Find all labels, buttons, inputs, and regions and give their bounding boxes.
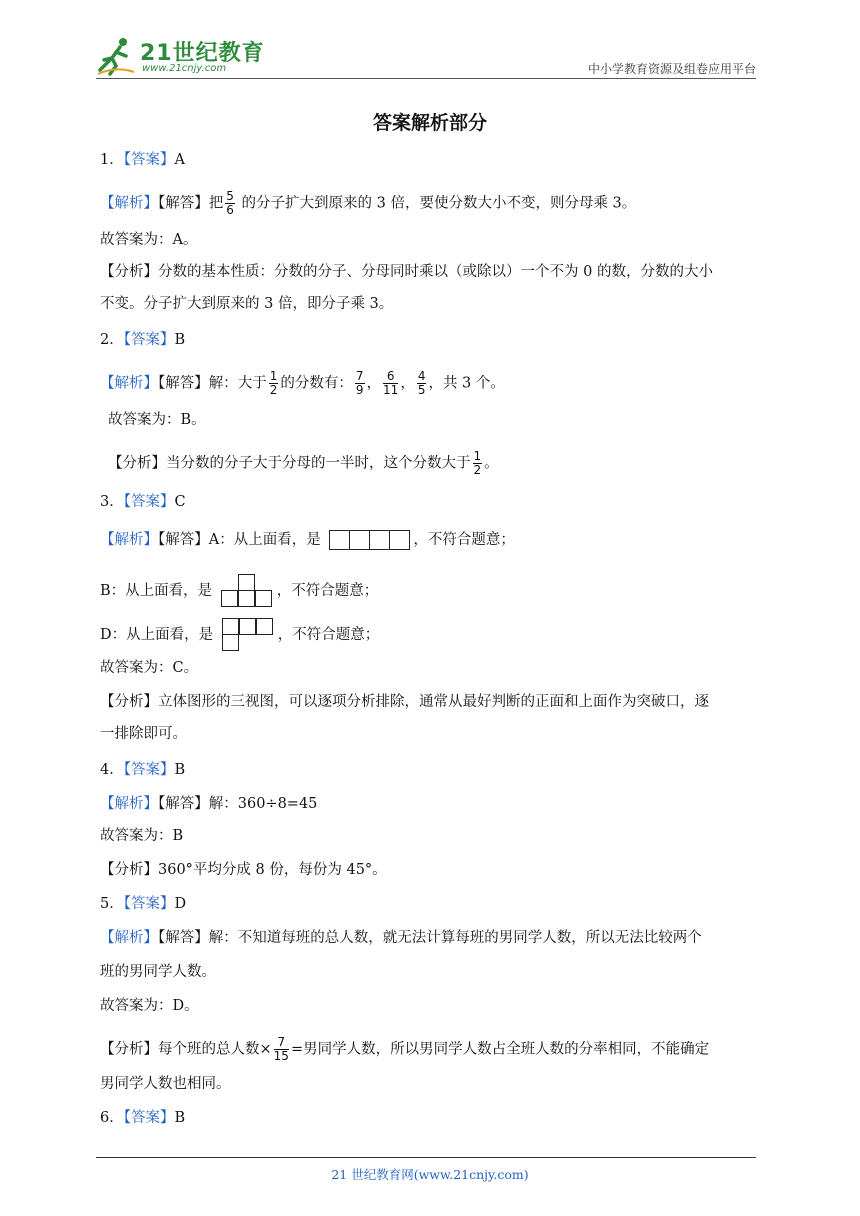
text: 【分析】每个班的总人数×	[100, 1041, 272, 1058]
separator: ，	[400, 375, 415, 392]
cell	[329, 530, 350, 550]
text: 解：大于	[208, 375, 267, 392]
runner-icon	[96, 36, 136, 76]
q3-conclusion: 故答案为：C。	[100, 660, 199, 676]
q3-answer: C	[174, 494, 186, 510]
q1-analysis-1: 【分析】分数的基本性质：分数的分子、分母同时乘以（或除以）一个不为 0 的数，分数的大小	[100, 264, 713, 280]
text: 把	[208, 195, 224, 212]
cell	[256, 618, 273, 635]
q4-number: 4．	[100, 762, 124, 778]
cell	[222, 634, 239, 651]
jiexi-tag: 【解析】	[100, 796, 158, 812]
q2-analysis	[108, 450, 499, 477]
q2-number: 2．	[100, 332, 124, 348]
cell	[349, 530, 370, 550]
numerator: 5	[226, 189, 234, 203]
denominator: 2	[269, 383, 278, 397]
text: 的分子扩大到原来的 3 倍，要使分数大小不变，则分母乘 3。	[241, 195, 637, 212]
text: ，不符合题意；	[276, 583, 379, 599]
q5-number: 5．	[100, 896, 124, 912]
fraction	[383, 370, 398, 397]
q4-answer-line	[100, 760, 185, 780]
q6-answer: B	[174, 1110, 186, 1126]
jieda-tag: 【解答】	[158, 195, 209, 212]
cell	[239, 618, 256, 635]
q2-conclusion: 故答案为：B。	[108, 412, 206, 428]
text: A：从上面看，是	[208, 532, 321, 548]
fraction	[417, 370, 427, 397]
header-divider	[96, 78, 756, 79]
q2-answer: B	[174, 332, 186, 348]
denominator: 9	[355, 383, 364, 397]
jiexi-tag: 【解析】	[100, 532, 158, 548]
text: 。	[484, 455, 499, 472]
q3-option-b	[100, 574, 378, 608]
q5-analysis	[100, 1036, 709, 1063]
q6-answer-line	[100, 1108, 185, 1128]
q3-option-d	[100, 618, 379, 652]
q3-option-a	[100, 530, 515, 550]
answer-tag: 【答案】	[123, 896, 175, 912]
q5-solution-line	[100, 928, 702, 948]
cell	[238, 574, 255, 591]
jiexi-tag: 【解析】	[100, 195, 158, 212]
text: ，不符合题意；	[277, 627, 380, 643]
q4-solution-line	[100, 794, 317, 814]
text: 的分数有：	[280, 375, 353, 392]
denominator: 6	[226, 203, 234, 217]
q1-answer: A	[174, 152, 185, 168]
jiexi-tag: 【解析】	[100, 930, 158, 946]
numerator: 7	[274, 1036, 289, 1050]
q4-conclusion: 故答案为：B	[100, 828, 184, 844]
q1-conclusion: 故答案为：A。	[100, 232, 198, 248]
jieda-tag: 【解答】	[158, 532, 209, 548]
fraction	[225, 190, 235, 217]
q5-solution-line-2: 班的男同学人数。	[100, 964, 216, 980]
denominator: 11	[383, 383, 399, 397]
footer-text: 21 世纪教育网(www.21cnjy.com)	[331, 1167, 529, 1182]
cell	[238, 590, 255, 607]
fraction	[269, 370, 279, 397]
footer-divider	[96, 1157, 756, 1158]
view-figure-b	[221, 574, 273, 608]
cell	[255, 590, 272, 607]
jiexi-tag: 【解析】	[100, 375, 158, 392]
q1-answer-line	[100, 150, 185, 170]
cell	[389, 530, 410, 550]
text: =男同学人数，所以男同学人数占全班人数的分率相同，不能确定	[290, 1041, 710, 1058]
jieda-tag: 【解答】	[158, 796, 209, 812]
denominator: 5	[417, 383, 426, 397]
q5-analysis-2: 男同学人数也相同。	[100, 1076, 231, 1092]
answer-tag: 【答案】	[123, 332, 175, 348]
page-title: 答案解析部分	[372, 112, 487, 134]
text: D：从上面看，是	[100, 627, 214, 643]
answer-tag: 【答案】	[123, 1110, 175, 1126]
cell	[221, 590, 238, 607]
numerator: 4	[417, 369, 426, 383]
jieda-tag: 【解答】	[158, 930, 209, 946]
separator: ，	[366, 375, 382, 392]
answer-tag: 【答案】	[123, 762, 175, 778]
text: 解：360÷8=45	[208, 796, 318, 812]
q1-number: 1．	[100, 152, 124, 168]
answer-tag: 【答案】	[123, 152, 175, 168]
view-figure-d	[222, 618, 274, 652]
fraction	[355, 370, 365, 397]
q1-solution-line	[100, 190, 636, 217]
numerator: 6	[383, 370, 398, 384]
q2-solution-line	[100, 370, 505, 397]
denominator: 2	[473, 463, 482, 477]
text: 【分析】当分数的分子大于分母的一半时，这个分数大于	[108, 455, 471, 472]
q1-analysis-2: 不变。分子扩大到原来的 3 倍，即分子乘 3。	[100, 296, 394, 312]
platform-name: 中小学教育资源及组卷应用平台	[587, 62, 756, 76]
view-figure-a	[329, 530, 409, 550]
q3-answer-line	[100, 492, 186, 512]
q5-answer-line	[100, 894, 186, 914]
text: ，不符合题意；	[413, 532, 515, 548]
fraction	[274, 1036, 289, 1063]
q4-answer: B	[174, 762, 186, 778]
answer-tag: 【答案】	[123, 494, 175, 510]
numerator: 7	[355, 369, 364, 383]
cell	[222, 618, 239, 635]
jieda-tag: 【解答】	[158, 375, 209, 392]
logo-url: www.21cnjy.com	[142, 63, 227, 74]
numerator: 1	[269, 369, 278, 383]
q4-analysis: 【分析】360°平均分成 8 份，每份为 45°。	[100, 862, 387, 878]
site-logo	[96, 34, 265, 78]
text: 解：不知道每班的总人数，就无法计算每班的男同学人数，所以无法比较两个	[208, 930, 702, 946]
text: ，共 3 个。	[428, 375, 505, 392]
q3-analysis-1: 【分析】立体图形的三视图，可以逐项分析排除，通常从最好判断的正面和上面作为突破口，逐	[100, 694, 709, 710]
q5-answer: D	[174, 896, 187, 912]
numerator: 1	[473, 449, 482, 463]
text: B：从上面看，是	[100, 583, 213, 599]
q3-number: 3．	[100, 494, 124, 510]
q2-answer-line	[100, 330, 185, 350]
logo-text: 21世纪教育	[140, 41, 265, 66]
q5-conclusion: 故答案为：D。	[100, 998, 199, 1014]
q6-number: 6．	[100, 1110, 124, 1126]
denominator: 15	[273, 1049, 289, 1063]
q3-analysis-2: 一排除即可。	[100, 726, 187, 742]
cell	[369, 530, 390, 550]
fraction	[473, 450, 483, 477]
